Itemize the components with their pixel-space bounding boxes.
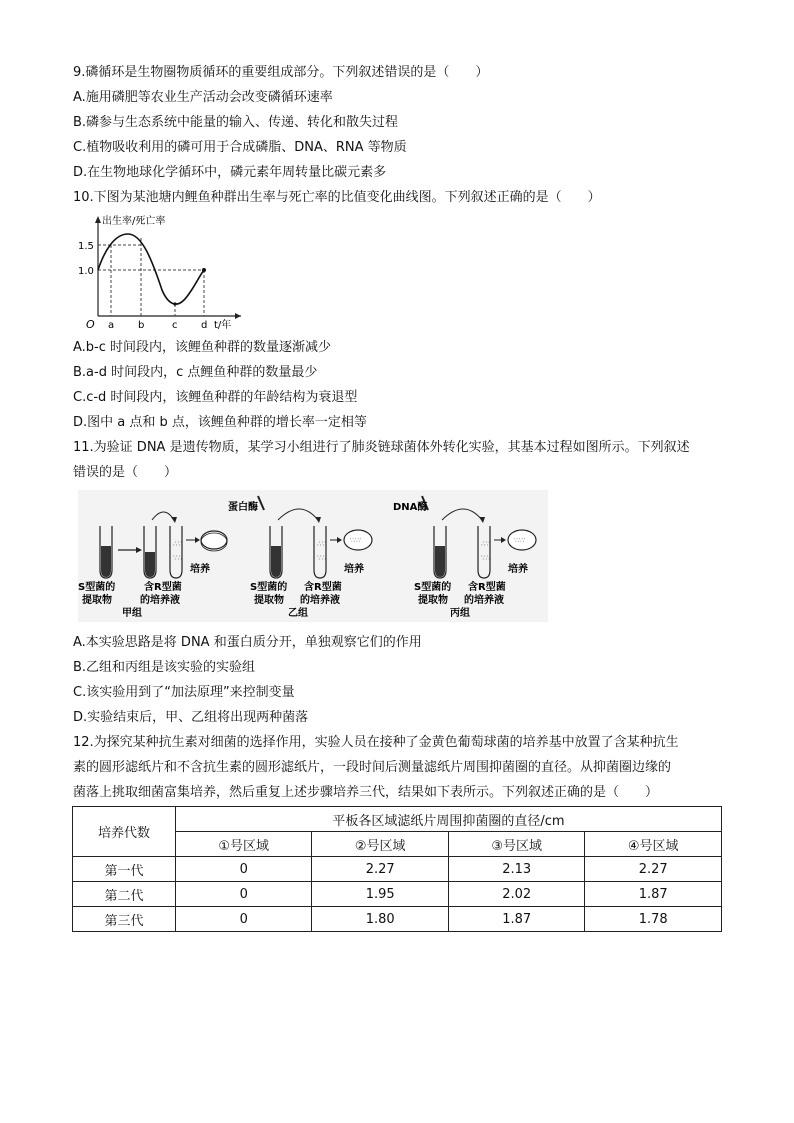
bing-culture-label: 培养 bbox=[508, 564, 528, 575]
question-12-stem-line-2: 素的圆形滤纸片和不含抗生素的圆形滤纸片，一段时间后测量滤纸片周围抑菌圈的直径。从抑菌圈边缘的 bbox=[73, 760, 672, 775]
svg-text:∵∴: ∵∴ bbox=[317, 554, 326, 562]
table-cell: 2.27 bbox=[585, 857, 722, 882]
jia-medium-line-2: 的培养液 bbox=[140, 595, 180, 606]
svg-text:∵∴: ∵∴ bbox=[481, 554, 490, 562]
origin-label: O bbox=[86, 318, 95, 331]
transformation-experiment-figure bbox=[78, 490, 548, 622]
question-9-option-d: D.在生物地球化学循环中，磷元素年周转量比碳元素多 bbox=[73, 165, 387, 180]
table-cell: 1.95 bbox=[312, 882, 448, 907]
bing-extract-line-1: S型菌的 bbox=[414, 582, 452, 593]
question-12-stem-line-3: 菌落上挑取细菌富集培养，然后重复上述步骤培养三代，结果如下表所示。下列叙述正确的是（ ） bbox=[73, 785, 659, 800]
tube-r-medium-1-fill bbox=[145, 552, 155, 577]
table-cell: 1.78 bbox=[585, 907, 722, 932]
question-10-option-b: B.a-d 时间段内，c 点鲤鱼种群的数量最少 bbox=[73, 365, 318, 380]
x-tick-d: d bbox=[201, 320, 208, 331]
jia-extract-line-2: 提取物 bbox=[82, 595, 112, 606]
question-10-option-a: A.b-c 时间段内，该鲤鱼种群的数量逐渐减少 bbox=[73, 340, 332, 355]
yi-medium-line-1: 含R型菌 bbox=[304, 582, 342, 593]
table-column-header: ②号区域 bbox=[312, 832, 448, 857]
question-10-option-c: C.c-d 时间段内，该鲤鱼种群的年龄结构为衰退型 bbox=[73, 390, 358, 405]
table-row bbox=[73, 857, 722, 882]
table-header-row bbox=[73, 807, 722, 832]
yi-medium-line-2: 的培养液 bbox=[300, 595, 340, 606]
jia-group-label: 甲组 bbox=[122, 608, 142, 619]
table-cell: 1.87 bbox=[448, 907, 584, 932]
table-row bbox=[73, 907, 722, 932]
question-11-stem-line-2: 错误的是（ ） bbox=[73, 465, 178, 480]
table-column-header: ①号区域 bbox=[176, 832, 312, 857]
tube-mixed-dots: ∴∵ bbox=[173, 540, 182, 548]
bing-extract-line-2: 提取物 bbox=[418, 595, 448, 606]
question-9-option-c: C.植物吸收利用的磷可用于合成磷脂、DNA、RNA 等物质 bbox=[73, 140, 407, 155]
yi-extract-line-1: S型菌的 bbox=[250, 582, 288, 593]
svg-text:∴∵: ∴∵ bbox=[317, 540, 326, 548]
question-11-option-b: B.乙组和丙组是该实验的实验组 bbox=[73, 660, 256, 675]
table-cell: 2.02 bbox=[448, 882, 584, 907]
table-row-label: 第二代 bbox=[73, 882, 176, 907]
bing-enzyme-label: DNA酶 bbox=[393, 502, 428, 513]
y-axis-arrow bbox=[95, 216, 101, 223]
svg-text:∵∴∵: ∵∴∵ bbox=[514, 537, 526, 544]
x-tick-a: a bbox=[108, 320, 115, 331]
svg-text:∵∴: ∵∴ bbox=[173, 554, 182, 562]
table-row-label: 第三代 bbox=[73, 907, 176, 932]
table-group-header: 平板各区域滤纸片周围抑菌圈的直径/cm bbox=[176, 807, 722, 832]
table-cell: 1.80 bbox=[312, 907, 448, 932]
x-axis-arrow bbox=[235, 313, 241, 319]
x-tick-b: b bbox=[138, 320, 145, 331]
jia-extract-line-1: S型菌的 bbox=[78, 582, 116, 593]
svg-text:∴∵: ∴∵ bbox=[481, 540, 490, 548]
x-axis-label: t/年 bbox=[214, 320, 232, 331]
table-cell: 0 bbox=[176, 907, 312, 932]
question-11-option-a: A.本实验思路是将 DNA 和蛋白质分开，单独观察它们的作用 bbox=[73, 635, 422, 650]
y-axis-label: 出生率/死亡率 bbox=[102, 216, 166, 227]
yi-extract-line-2: 提取物 bbox=[254, 595, 284, 606]
table-column-header: ③号区域 bbox=[448, 832, 584, 857]
svg-text:∵∴∵: ∵∴∵ bbox=[350, 537, 362, 544]
birth-death-ratio-curve-figure bbox=[76, 212, 246, 332]
y-tick-1-0: 1.0 bbox=[78, 266, 94, 277]
question-9-option-a: A.施用磷肥等农业生产活动会改变磷循环速率 bbox=[73, 90, 333, 105]
point-c bbox=[173, 302, 176, 305]
x-tick-c: c bbox=[172, 320, 178, 331]
point-d bbox=[202, 268, 206, 272]
question-11-option-c: C.该实验用到了“加法原理”来控制变量 bbox=[73, 685, 295, 700]
bing-group-label: 丙组 bbox=[450, 608, 470, 619]
tube-s-extract-fill bbox=[101, 546, 111, 577]
question-10-stem: 10.下图为某池塘内鲤鱼种群出生率与死亡率的比值变化曲线图。下列叙述正确的是（ ） bbox=[73, 190, 601, 205]
table-column-header: ④号区域 bbox=[585, 832, 722, 857]
question-10-option-d: D.图中 a 点和 b 点，该鲤鱼种群的增长率一定相等 bbox=[73, 415, 367, 430]
jia-culture-label: 培养 bbox=[190, 564, 210, 575]
table-cell: 2.13 bbox=[448, 857, 584, 882]
bing-medium-line-2: 的培养液 bbox=[464, 595, 504, 606]
table-row-header: 培养代数 bbox=[73, 807, 176, 857]
yi-culture-label: 培养 bbox=[344, 564, 364, 575]
table-row bbox=[73, 882, 722, 907]
bing-medium-line-1: 含R型菌 bbox=[468, 582, 506, 593]
question-11-stem-line-1: 11.为验证 DNA 是遗传物质，某学习小组进行了肺炎链球菌体外转化实验，其基本过程如图所示。下列叙述 bbox=[73, 440, 690, 455]
table-cell: 0 bbox=[176, 857, 312, 882]
table-row-label: 第一代 bbox=[73, 857, 176, 882]
question-9-stem: 9.磷循环是生物圈物质循环的重要组成部分。下列叙述错误的是（ ） bbox=[73, 65, 489, 80]
table-cell: 2.27 bbox=[312, 857, 448, 882]
question-9-option-b: B.磷参与生态系统中能量的输入、传递、转化和散失过程 bbox=[73, 115, 399, 130]
question-12-stem-line-1: 12.为探究某种抗生素对细菌的选择作用，实验人员在接种了金黄色葡萄球菌的培养基中放置了含某种抗生 bbox=[73, 735, 679, 750]
inhibition-zone-table bbox=[72, 806, 722, 932]
jia-medium-line-1: 含R型菌 bbox=[144, 582, 182, 593]
question-11-option-d: D.实验结束后，甲、乙组将出现两种菌落 bbox=[73, 710, 309, 725]
petri-dish-jia bbox=[201, 531, 227, 549]
table-cell: 0 bbox=[176, 882, 312, 907]
y-tick-1-5: 1.5 bbox=[78, 241, 94, 252]
yi-enzyme-label: 蛋白酶 bbox=[228, 502, 258, 513]
yi-group-label: 乙组 bbox=[288, 608, 308, 619]
table-cell: 1.87 bbox=[585, 882, 722, 907]
